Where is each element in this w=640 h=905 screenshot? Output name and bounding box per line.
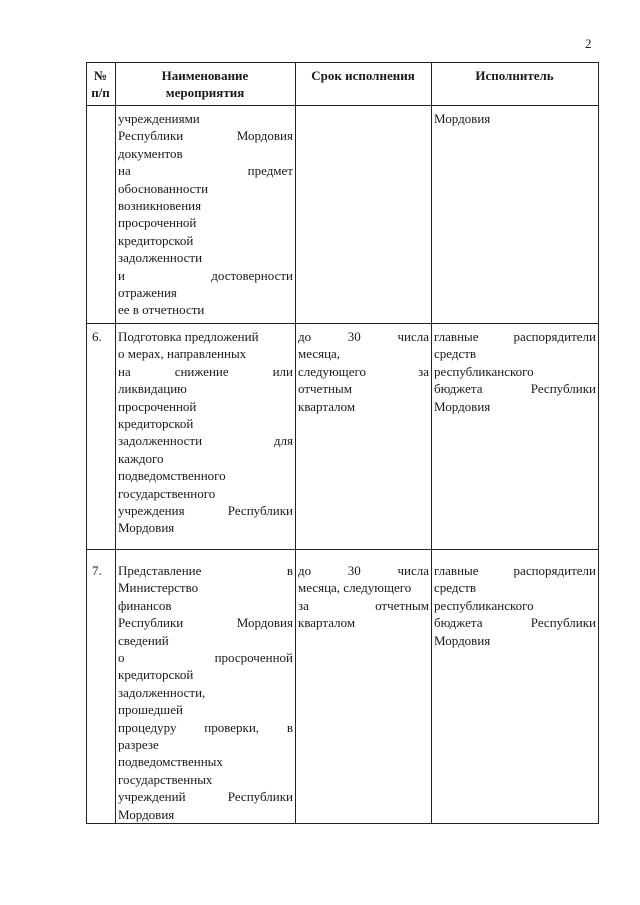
table-border-bottom — [86, 823, 599, 824]
row6-executor-cell — [434, 328, 596, 415]
row7-executor-cell — [434, 562, 596, 649]
row7-name-line — [118, 788, 293, 805]
row7-name-word: процедуру — [118, 719, 177, 735]
cont-name-word: на — [118, 163, 131, 179]
row6-name-line: государственного — [118, 485, 216, 501]
cont-name-line: возникновения — [118, 198, 202, 214]
cont-name-word: достоверности — [211, 267, 293, 283]
row7-num: 7. — [92, 563, 102, 578]
header-name-line-1: Наименование — [161, 68, 249, 83]
row6-name-line: кредиторской — [118, 416, 194, 432]
cont-name-line: отражения — [118, 285, 177, 301]
cont-name-line: кредиторской — [118, 232, 194, 248]
row7-name-line: кредиторской — [118, 667, 194, 683]
row7-name-line: разрезе — [118, 737, 159, 753]
row7-name-word: учреждений — [118, 789, 186, 805]
row6-name-word: для — [273, 433, 293, 449]
cont-executor-cell — [434, 110, 596, 127]
row7-name-line — [118, 614, 293, 631]
row7-name-line: Мордовия — [118, 806, 175, 822]
row7-executor-word: Республики — [530, 615, 596, 631]
row7-term-line: месяца, следующего — [298, 580, 412, 596]
row6-name-line: Подготовка предложений — [118, 329, 259, 344]
row6-name-line: Мордовия — [118, 520, 175, 536]
row6-executor-line: Мордовия — [434, 398, 491, 414]
row6-executor-word: распорядители — [513, 329, 596, 344]
table-divider-num — [115, 62, 116, 824]
row6-term-line: кварталом — [298, 398, 356, 414]
row7-name-word: Республики — [227, 789, 293, 805]
row7-name-line: Министерство — [118, 580, 199, 596]
cont-executor-line: Мордовия — [434, 111, 491, 126]
row6-term-word: до — [298, 329, 312, 344]
row7-executor-line: Мордовия — [434, 632, 491, 648]
row6-name-line: ликвидацию — [118, 381, 187, 397]
row7-name-word: Представление — [118, 563, 202, 578]
row6-name-word: или — [272, 363, 293, 379]
row7-name-cell — [118, 562, 293, 823]
row6-name-word: Республики — [227, 503, 293, 519]
row6-executor-word: Республики — [530, 381, 596, 397]
cont-name-line — [118, 162, 293, 179]
row6-name-word: учреждения — [118, 503, 185, 519]
cont-name-line: учреждениями — [118, 111, 200, 126]
header-executor: Исполнитель — [475, 68, 554, 83]
row6-name-line — [118, 363, 293, 380]
cont-name-line — [118, 127, 293, 144]
cont-name-word: предмет — [247, 163, 293, 179]
row7-name-word: Мордовия — [236, 615, 293, 631]
row7-name-word: просроченной — [214, 650, 293, 666]
row6-term-word: следующего — [298, 363, 366, 379]
row7-name-word: в — [286, 563, 293, 578]
row6-name-line: о мерах, направленных — [118, 346, 247, 362]
row6-term-word: 30 — [347, 329, 361, 344]
header-term: Срок исполнения — [311, 68, 415, 83]
row7-executor-line: средств — [434, 580, 477, 596]
row6-term-cell — [298, 328, 429, 415]
row7-term-cell — [298, 562, 429, 632]
cont-name-line: документов — [118, 145, 183, 161]
table-border-right — [598, 62, 599, 824]
row7-executor-line — [434, 562, 596, 579]
row6-term-line: месяца, — [298, 346, 341, 362]
row7-term-word: до — [298, 563, 312, 578]
row6-name-line: каждого — [118, 450, 164, 466]
cont-name-line: задолженности — [118, 250, 203, 266]
cont-name-word: Республики — [118, 128, 184, 144]
row6-executor-line: республиканского — [434, 363, 534, 379]
row7-name-line: сведений — [118, 632, 169, 648]
row6-num: 6. — [92, 329, 102, 344]
row6-term-line: отчетным — [298, 381, 352, 397]
row7-term-word: за — [298, 597, 309, 613]
row6-executor-line — [434, 328, 596, 345]
header-num-line-2: п/п — [91, 85, 110, 100]
row6-executor-line — [434, 380, 596, 397]
row7-name-line: прошедшей — [118, 702, 183, 718]
row7-executor-line: республиканского — [434, 597, 534, 613]
row7-name-line — [118, 562, 293, 579]
row6-name-word: снижение — [174, 363, 229, 379]
row7-term-word: отчетным — [375, 597, 429, 613]
page-number: 2 — [585, 36, 592, 51]
header-num — [86, 67, 115, 101]
table-border-top — [86, 62, 599, 63]
row6-name-line: подведомственного — [118, 468, 226, 484]
row6-executor-word: главные — [434, 329, 479, 344]
row7-executor-word: распорядители — [513, 563, 596, 578]
row6-name-line — [118, 502, 293, 519]
row7-name-line — [118, 649, 293, 666]
row7-name-word: в — [286, 719, 293, 735]
table-row-divider-7 — [86, 549, 599, 550]
row7-name-word: Республики — [118, 615, 184, 631]
row7-term-line — [298, 562, 429, 579]
row7-executor-word: главные — [434, 563, 479, 578]
row7-name-word: проверки, — [204, 719, 260, 735]
table-divider-term — [431, 62, 432, 824]
row7-name-line — [118, 719, 293, 736]
row6-name-word: задолженности — [118, 433, 203, 449]
row7-name-line: задолженности, — [118, 684, 206, 700]
row7-executor-line — [434, 614, 596, 631]
cont-name-line — [118, 267, 293, 284]
row7-term-word: числа — [397, 563, 429, 578]
row7-name-line: финансов — [118, 597, 172, 613]
row7-executor-word: бюджета — [434, 615, 483, 631]
header-num-line-1: № — [93, 68, 108, 83]
row6-term-line — [298, 328, 429, 345]
row6-executor-word: бюджета — [434, 381, 483, 397]
header-name-line-2: мероприятия — [165, 85, 245, 100]
row6-executor-line: средств — [434, 346, 477, 362]
row6-name-cell — [118, 328, 293, 537]
row7-name-line: подведомственных — [118, 754, 223, 770]
row6-term-word: числа — [397, 329, 429, 344]
cont-name-cell — [118, 110, 293, 319]
row7-name-word: о — [118, 650, 125, 666]
table-header-divider — [86, 105, 599, 106]
cont-name-line: обоснованности — [118, 180, 209, 196]
table-border-left — [86, 62, 87, 824]
cont-name-line: просроченной — [118, 215, 197, 231]
row7-term-line: кварталом — [298, 615, 356, 631]
header-name — [115, 67, 295, 101]
row6-name-word: на — [118, 363, 131, 379]
row6-term-word: за — [418, 363, 429, 379]
row6-name-line: просроченной — [118, 398, 197, 414]
row6-term-line — [298, 363, 429, 380]
table-row-divider-6 — [86, 323, 599, 324]
cont-name-word: и — [118, 267, 125, 283]
row7-term-line — [298, 597, 429, 614]
row7-term-word: 30 — [347, 563, 361, 578]
row6-name-line — [118, 432, 293, 449]
cont-name-word: Мордовия — [236, 128, 293, 144]
table-divider-name — [295, 62, 296, 824]
cont-name-line: ее в отчетности — [118, 302, 205, 318]
row7-name-line: государственных — [118, 771, 213, 787]
